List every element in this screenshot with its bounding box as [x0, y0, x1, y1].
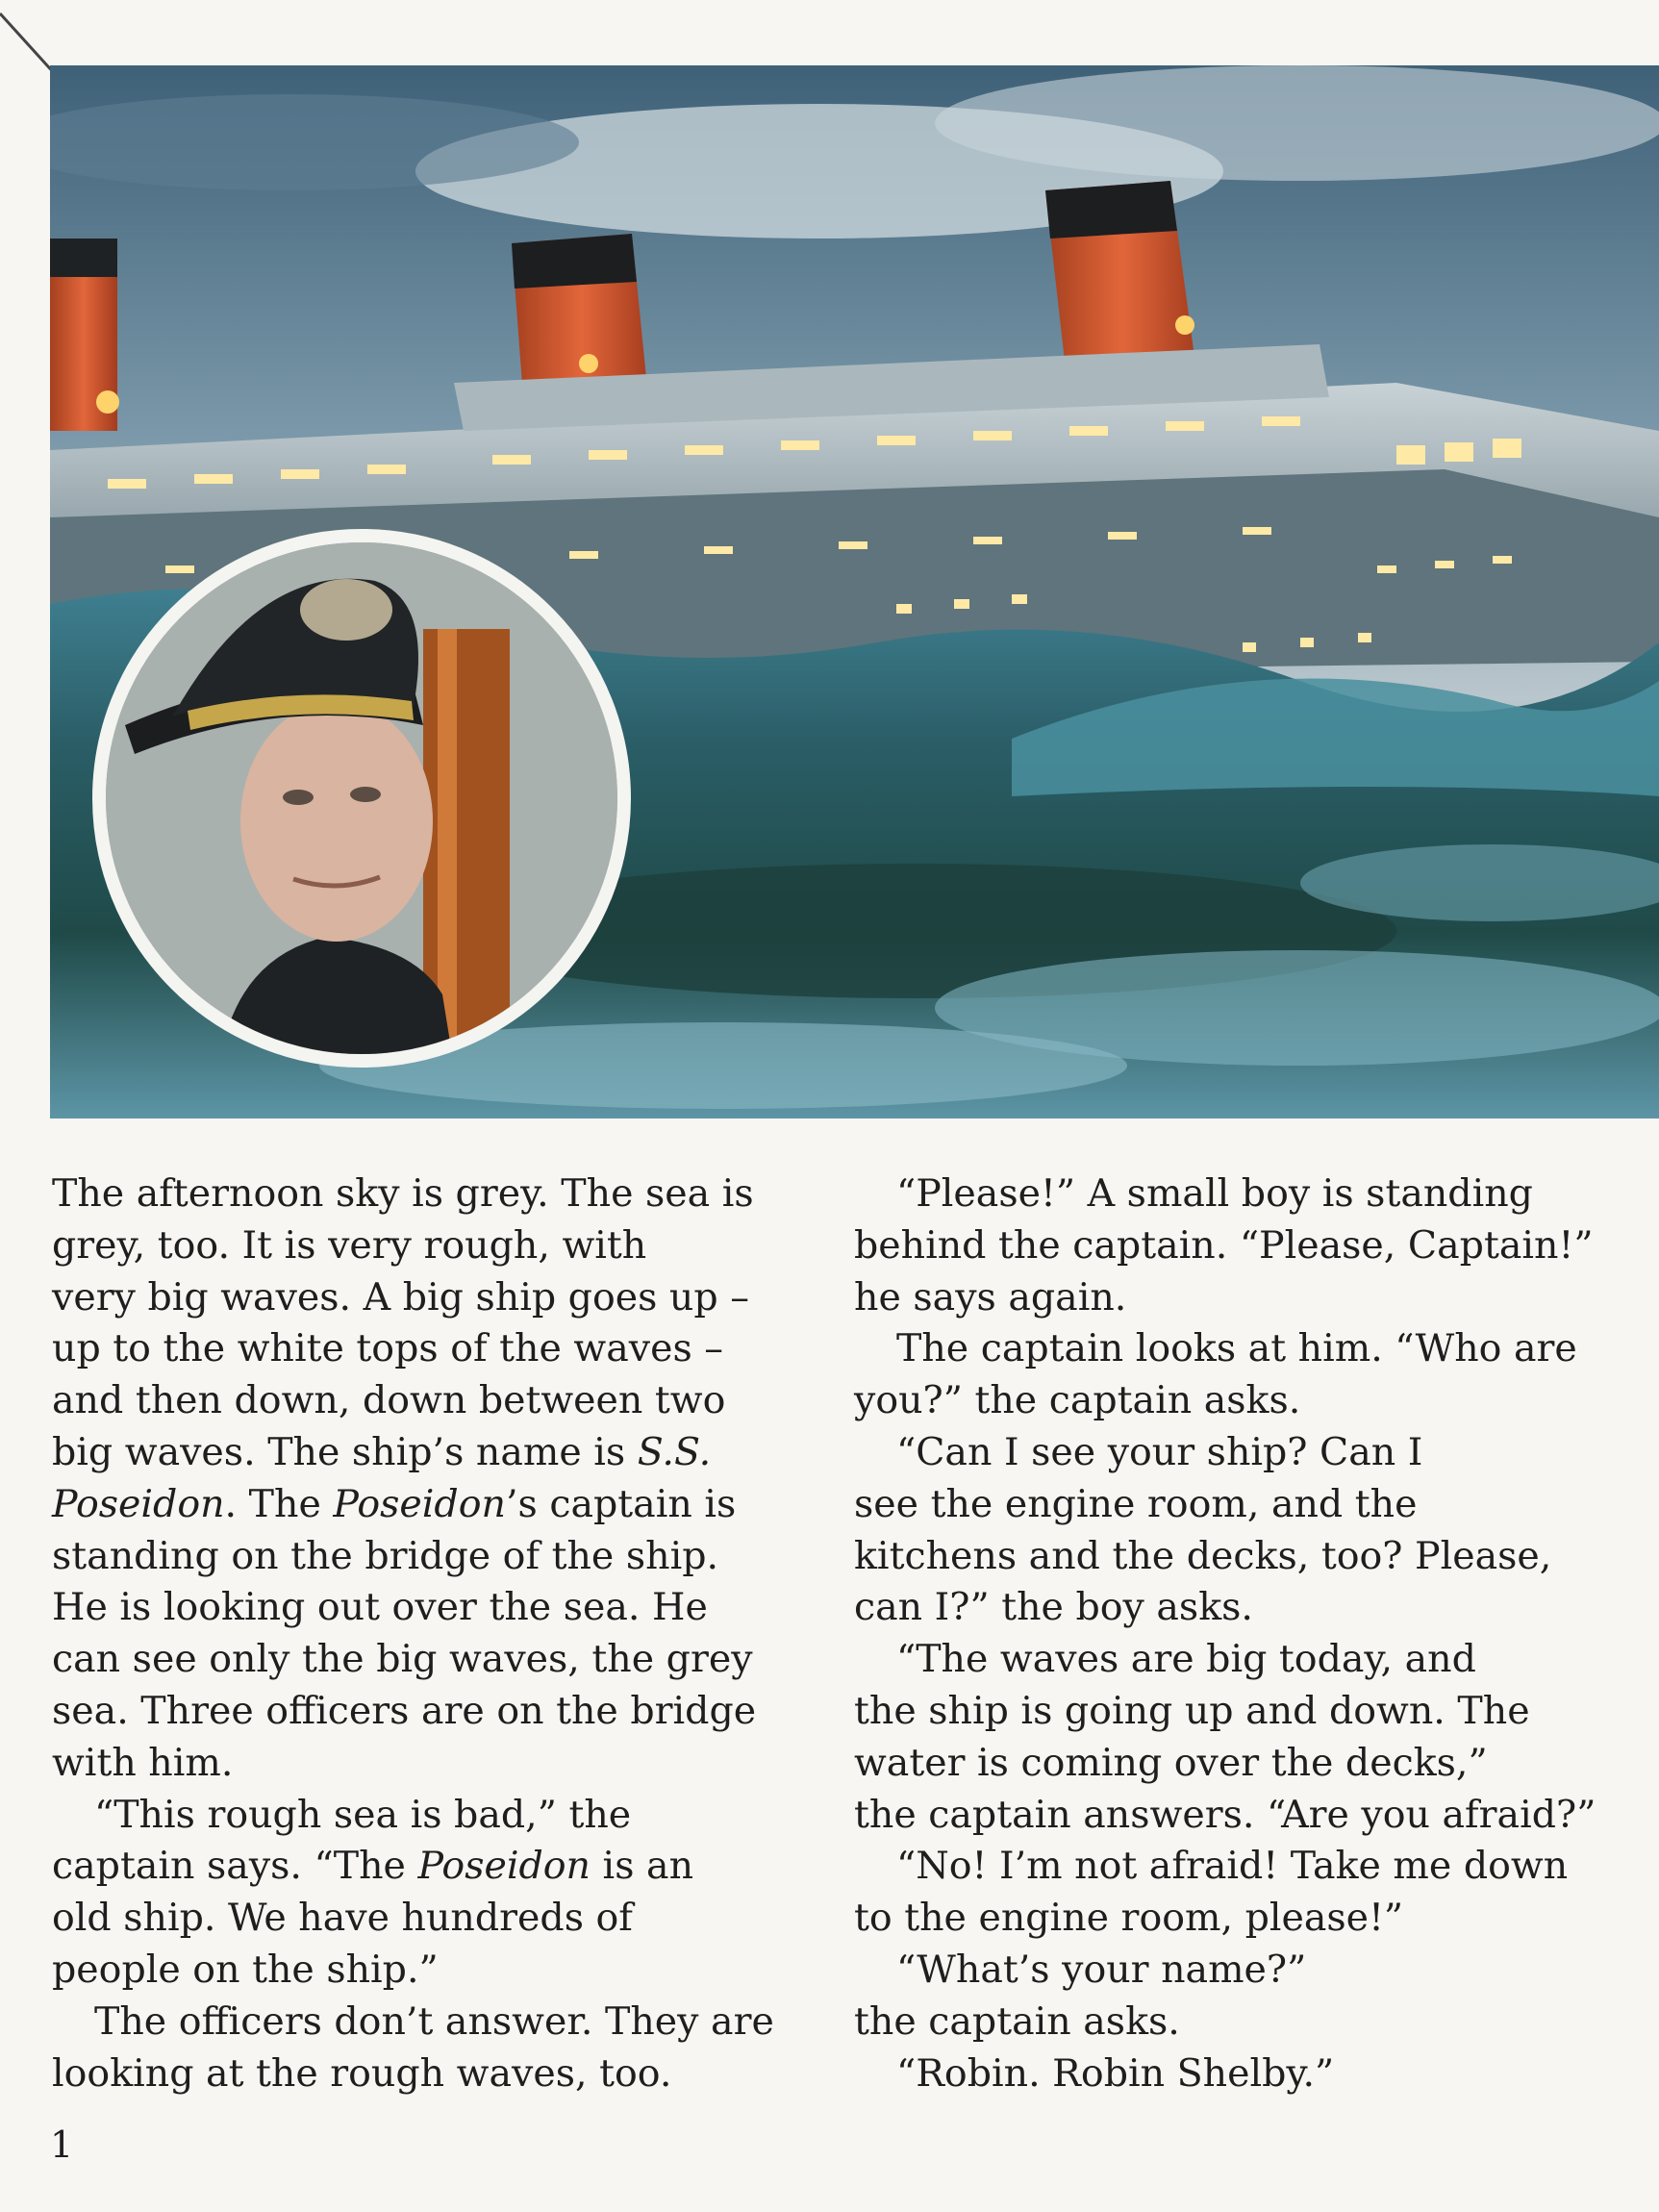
paragraph — [854, 1841, 1635, 1945]
text-line: up to the white tops of the waves – — [52, 1326, 724, 1371]
right-text-column — [854, 1169, 1635, 2099]
text-line: “This rough sea is bad,” the — [94, 1792, 632, 1837]
text-line: you?” the captain asks. — [854, 1378, 1301, 1423]
text-line: kitchens and the decks, too? Please, — [854, 1533, 1552, 1578]
text-line: the captain answers. “Are you afraid?” — [854, 1792, 1596, 1837]
text-line: “Please!” A small boy is standing — [896, 1171, 1533, 1216]
ship-name-italic: S.S. — [637, 1429, 712, 1474]
text-line: see the engine room, and the — [854, 1481, 1418, 1526]
paragraph — [854, 1634, 1635, 1841]
text-line: “Can I see your ship? Can I — [896, 1429, 1423, 1474]
text-line: The officers don’t answer. They are — [94, 1998, 774, 2044]
text-line: very big waves. A big ship goes up – — [52, 1274, 749, 1320]
text-line: with him. — [52, 1740, 234, 1785]
text-line: captain says. “The Poseidon is an — [52, 1844, 694, 1889]
text-line: Poseidon. The Poseidon’s captain is — [52, 1481, 737, 1526]
text-line: can I?” the boy asks. — [854, 1585, 1253, 1630]
text-line: to the engine room, please!” — [854, 1896, 1404, 1941]
page-number: 1 — [50, 2124, 74, 2166]
paragraph — [52, 1790, 821, 1997]
paragraph — [854, 1323, 1635, 1427]
ship-name-italic: Poseidon — [333, 1481, 506, 1526]
text-line: people on the ship.” — [52, 1947, 439, 1992]
text-line: looking at the rough waves, too. — [52, 2050, 672, 2096]
text-line: can see only the big waves, the grey — [52, 1637, 753, 1682]
text-line: “No! I’m not afraid! Take me down — [896, 1844, 1569, 1889]
text-line: the captain asks. — [854, 1998, 1180, 2044]
text-line: he says again. — [854, 1274, 1127, 1320]
captain-portrait-inset — [92, 529, 631, 1068]
text-line: sea. Three officers are on the bridge — [52, 1688, 757, 1733]
text-line: behind the captain. “Please, Captain!” — [854, 1222, 1594, 1268]
text-line: He is looking out over the sea. He — [52, 1585, 708, 1630]
paragraph — [854, 1945, 1635, 2049]
text-line: “The waves are big today, and — [896, 1637, 1476, 1682]
paragraph — [854, 1169, 1635, 1323]
text-line: the ship is going up and down. The — [854, 1688, 1530, 1733]
text-line: and then down, down between two — [52, 1378, 726, 1423]
paragraph — [854, 2049, 1635, 2100]
ship-name-italic: Poseidon — [417, 1844, 591, 1889]
text-line: The afternoon sky is grey. The sea is — [52, 1171, 754, 1216]
text-line: big waves. The ship’s name is S.S. — [52, 1429, 712, 1474]
ship-name-italic: Poseidon — [52, 1481, 225, 1526]
text-line: water is coming over the decks,” — [854, 1740, 1488, 1785]
text-line: grey, too. It is very rough, with — [52, 1222, 647, 1268]
paragraph — [52, 1169, 821, 1790]
text-line: “Robin. Robin Shelby.” — [896, 2050, 1335, 2096]
text-line: “What’s your name?” — [896, 1947, 1307, 1992]
left-text-column — [52, 1169, 821, 2099]
paragraph — [52, 1997, 821, 2100]
paragraph — [854, 1427, 1635, 1634]
text-line: old ship. We have hundreds of — [52, 1896, 633, 1941]
text-line: standing on the bridge of the ship. — [52, 1533, 719, 1578]
text-line: The captain looks at him. “Who are — [896, 1326, 1577, 1371]
